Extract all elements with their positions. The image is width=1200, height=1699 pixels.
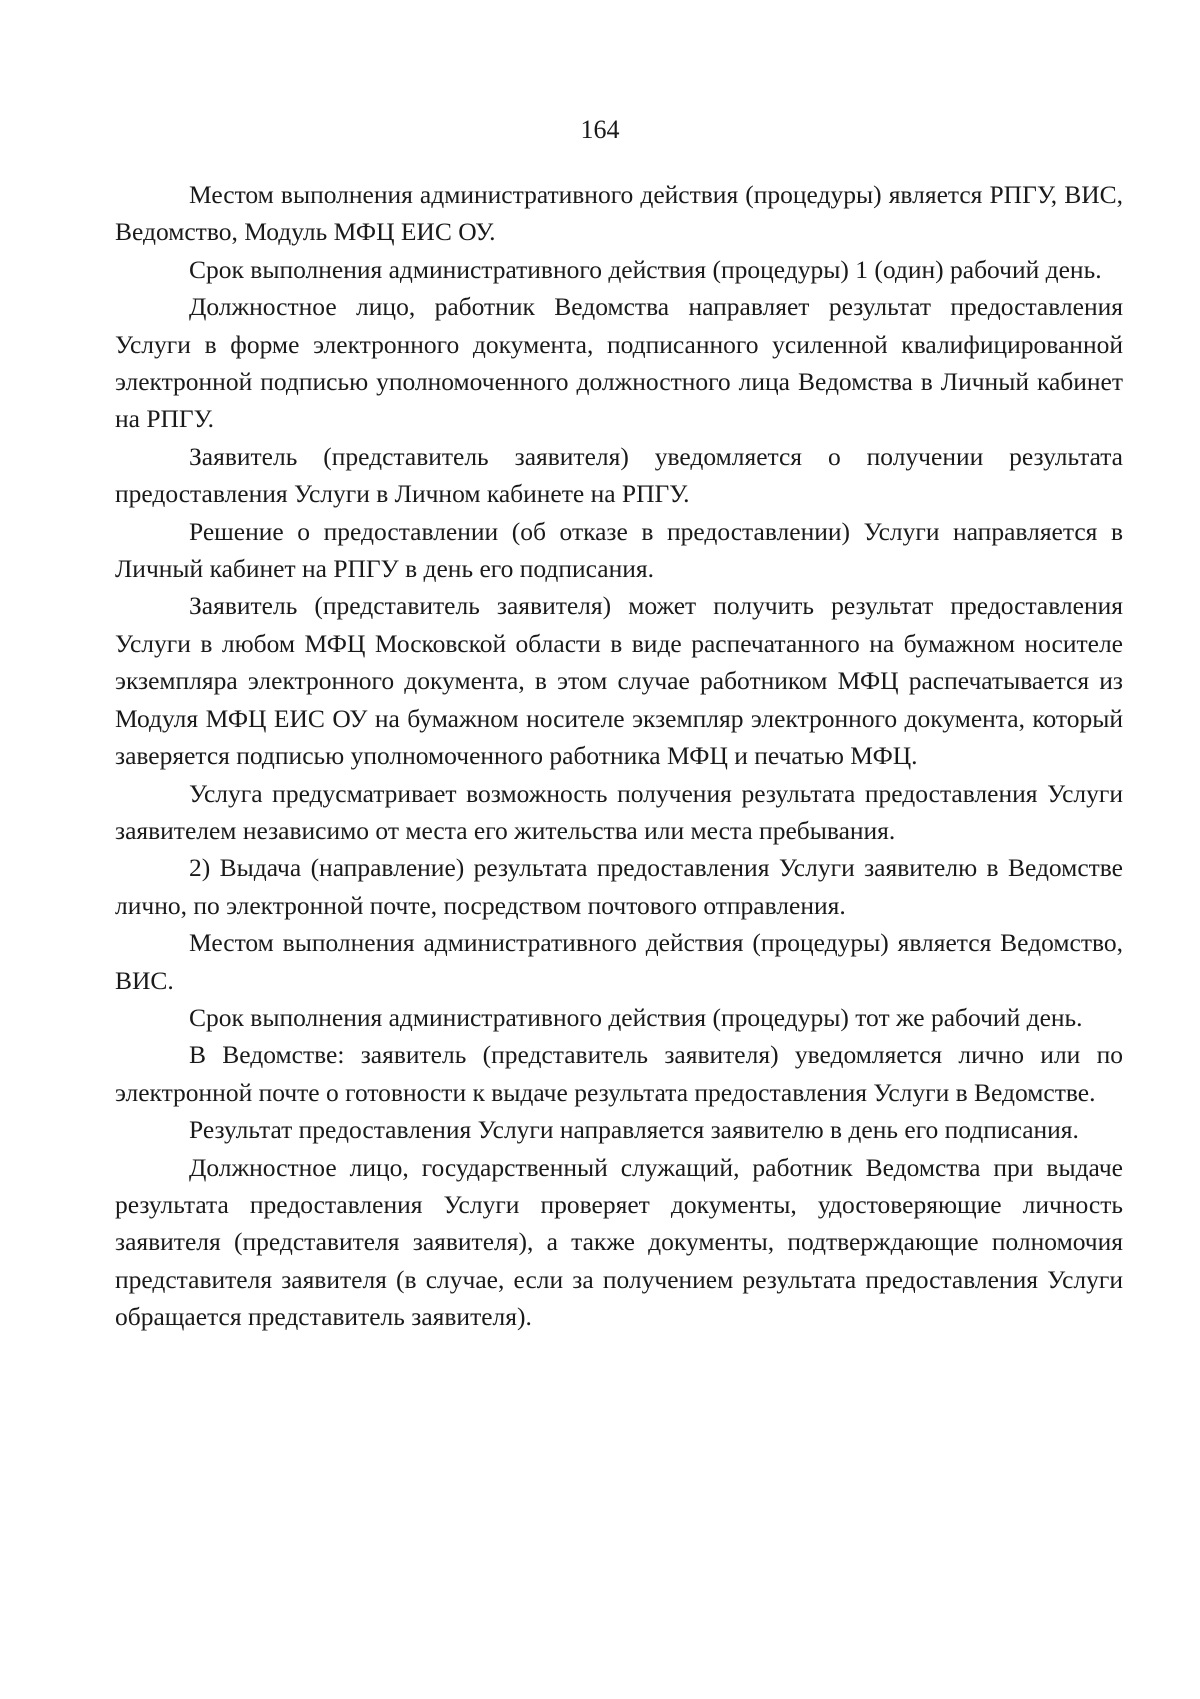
paragraph: Решение о предоставлении (об отказе в предоставлении) Услуги направляется в Личный кабинет на РПГУ в день его подписания. (115, 516, 1123, 584)
document-body (115, 176, 1123, 1336)
paragraph: Местом выполнения административного действия (процедуры) является Ведомство, ВИС. (115, 928, 1123, 995)
list-item-paragraph: 2) Выдача (направление) результата предоставления Услуги заявителю в Ведомстве лично, по электронной почте, посредством почтового отправления. (115, 853, 1123, 920)
paragraph: Срок выполнения административного действия (процедуры) 1 (один) рабочий день. (189, 254, 1102, 284)
page-number: 164 (580, 115, 620, 144)
paragraph: Местом выполнения административного действия (процедуры) является РПГУ, ВИС, Ведомство, Модуль МФЦ ЕИС ОУ. (115, 180, 1123, 247)
paragraph: Должностное лицо, государственный служащий, работник Ведомства при выдаче результата предоставления Услуги проверяет документы, удостоверяющие личность заявителя (представителя заявителя), а также документы, подтверждающие полномочия представителя заявителя (в случае, если за получением результата предоставления Услуги обращается представитель заявителя). (115, 1152, 1123, 1332)
paragraph: Заявитель (представитель заявителя) может получить результат предоставления Услуги в любом МФЦ Московской области в виде распечатанного на бумажном носителе экземпляра электронного документа, в этом случае работником МФЦ распечатывается из Модуля МФЦ ЕИС ОУ на бумажном носителе экземпляр электронного документа, который заверяется подписью уполномоченного работника МФЦ и печатью МФЦ. (115, 591, 1123, 771)
paragraph: Заявитель (представитель заявителя) уведомляется о получении результата предоставления Услуги в Личном кабинете на РПГУ. (115, 441, 1123, 509)
paragraph: Результат предоставления Услуги направляется заявителю в день его подписания. (189, 1115, 1079, 1145)
paragraph: Срок выполнения административного действия (процедуры) тот же рабочий день. (189, 1002, 1083, 1032)
paragraph: Услуга предусматривает возможность получения результата предоставления Услуги заявителем независимо от места его жительства или места пребывания. (115, 778, 1123, 845)
paragraph: В Ведомстве: заявитель (представитель заявителя) уведомляется лично или по электронной почте о готовности к выдаче результата предоставления Услуги в Ведомстве. (115, 1040, 1123, 1107)
paragraph: Должностное лицо, работник Ведомства направляет результат предоставления Услуги в форме электронного документа, подписанного усиленной квалифицированной электронной подписью уполномоченного должностного лица Ведомства в Личный кабинет на РПГУ. (115, 292, 1123, 434)
